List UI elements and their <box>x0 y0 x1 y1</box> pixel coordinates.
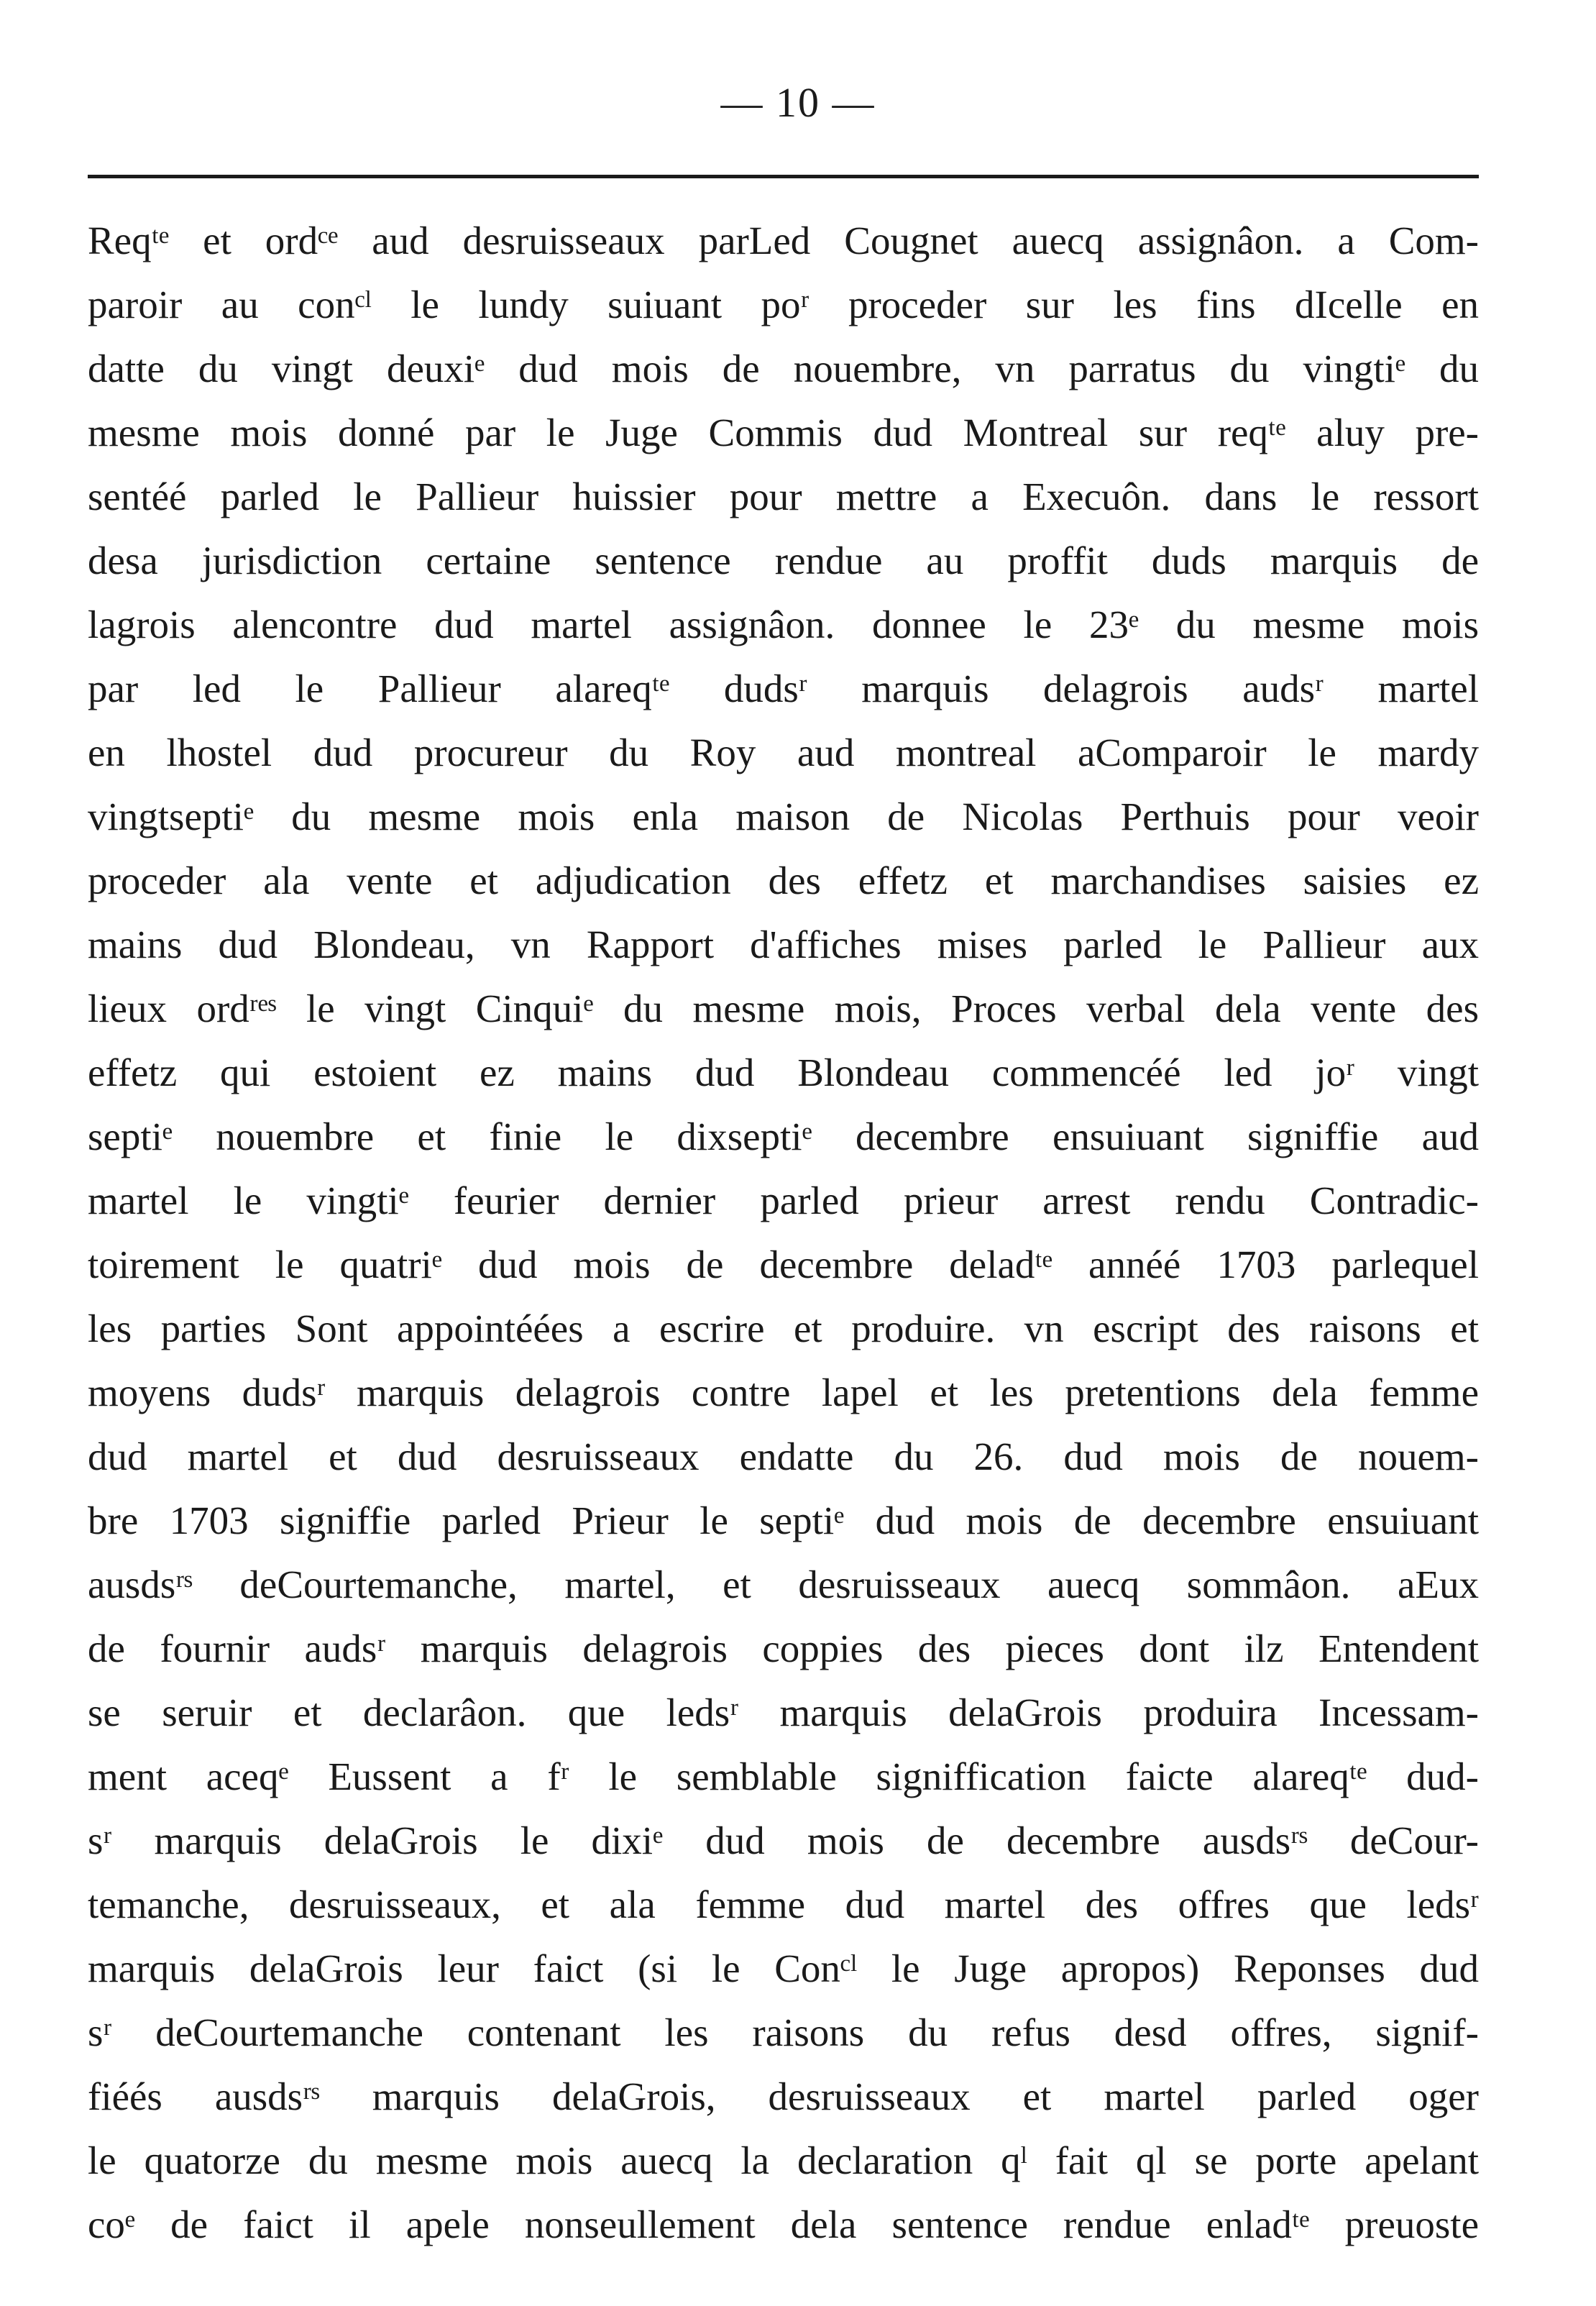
header-rule <box>88 175 1479 178</box>
text-line: ment aceqᵉ Eussent a fʳ le semblable signiffication faicte alareqᵗᵉ dud- <box>88 1754 1479 1798</box>
text-line: de fournir audsʳ marquis delagrois coppies des pieces dont ilz Entendent <box>88 1626 1479 1670</box>
text-line: fiéés ausdsʳˢ marquis delaGrois, desruisseaux et martel parled oger <box>88 2074 1479 2118</box>
text-line: desa jurisdiction certaine sentence rendue au proffit duds marquis de <box>88 539 1479 582</box>
text-line: ausdsʳˢ deCourtemanche, martel, et desruisseaux auecq sommâon. aEux <box>88 1563 1479 1606</box>
text-line: datte du vingt deuxiᵉ dud mois de nouembre, vn parratus du vingtiᵉ du <box>88 347 1479 390</box>
text-line: effetz qui estoient ez mains dud Blondeau commencéé led joʳ vingt <box>88 1051 1479 1094</box>
body-text <box>88 209 1479 2256</box>
page-number: — 10 — <box>720 79 876 126</box>
text-line: se seruir et declarâon. que ledsʳ marquis delaGrois produira Incessam- <box>88 1690 1479 1734</box>
text-line: temanche, desruisseaux, et ala femme dud martel des offres que ledsʳ <box>88 1882 1479 1926</box>
text-line: martel le vingtiᵉ feurier dernier parled prieur arrest rendu Contradic- <box>88 1179 1479 1222</box>
text-line: moyens dudsʳ marquis delagrois contre lapel et les pretentions dela femme <box>88 1371 1479 1414</box>
text-line: bre 1703 signiffie parled Prieur le septiᵉ dud mois de decembre ensuiuant <box>88 1499 1479 1542</box>
text-line: Reqᵗᵉ et ordᶜᵉ aud desruisseaux parLed Cougnet auecq assignâon. a Com- <box>88 219 1479 262</box>
text-line: toirement le quatriᵉ dud mois de decembre deladᵗᵉ annéé 1703 parlequel <box>88 1243 1479 1286</box>
text-line: vingtseptiᵉ du mesme mois enla maison de Nicolas Perthuis pour veoir <box>88 795 1479 838</box>
text-line: en lhostel dud procureur du Roy aud montreal aComparoir le mardy <box>88 731 1479 774</box>
text-line: paroir au conᶜˡ le lundy suiuant poʳ proceder sur les fins dIcelle en <box>88 283 1479 326</box>
text-line: septiᵉ nouembre et finie le dixseptiᵉ decembre ensuiuant signiffie aud <box>88 1115 1479 1158</box>
text-line: sʳ marquis delaGrois le dixiᵉ dud mois de decembre ausdsʳˢ deCour- <box>88 1818 1479 1862</box>
text-line: coᵉ de faict il apele nonseullement dela sentence rendue enladᵗᵉ preuoste <box>88 2202 1479 2246</box>
text-line: mesme mois donné par le Juge Commis dud Montreal sur reqᵗᵉ aluy pre- <box>88 411 1479 454</box>
text-line: par led le Pallieur alareqᵗᵉ dudsʳ marquis delagrois audsʳ martel <box>88 667 1479 710</box>
text-line: sentéé parled le Pallieur huissier pour mettre a Execuôn. dans le ressort <box>88 475 1479 518</box>
text-line: les parties Sont appointéées a escrire et produire. vn escript des raisons et <box>88 1307 1479 1350</box>
text-line: mains dud Blondeau, vn Rapport d'affiches mises parled le Pallieur aux <box>88 923 1479 966</box>
text-line: lieux ordʳᵉˢ le vingt Cinquiᵉ du mesme mois, Proces verbal dela vente des <box>88 987 1479 1030</box>
text-line: dud martel et dud desruisseaux endatte du 26. dud mois de nouem- <box>88 1435 1479 1478</box>
text-line: sʳ deCourtemanche contenant les raisons du refus desd offres, signif- <box>88 2010 1479 2054</box>
text-line: lagrois alencontre dud martel assignâon. donnee le 23ᵉ du mesme mois <box>88 603 1479 646</box>
text-line: le quatorze du mesme mois auecq la declaration qˡ fait ql se porte apelant <box>88 2138 1479 2182</box>
text-line: proceder ala vente et adjudication des effetz et marchandises saisies ez <box>88 859 1479 902</box>
text-line: marquis delaGrois leur faict (si le Conᶜˡ le Juge apropos) Reponses dud <box>88 1946 1479 1990</box>
